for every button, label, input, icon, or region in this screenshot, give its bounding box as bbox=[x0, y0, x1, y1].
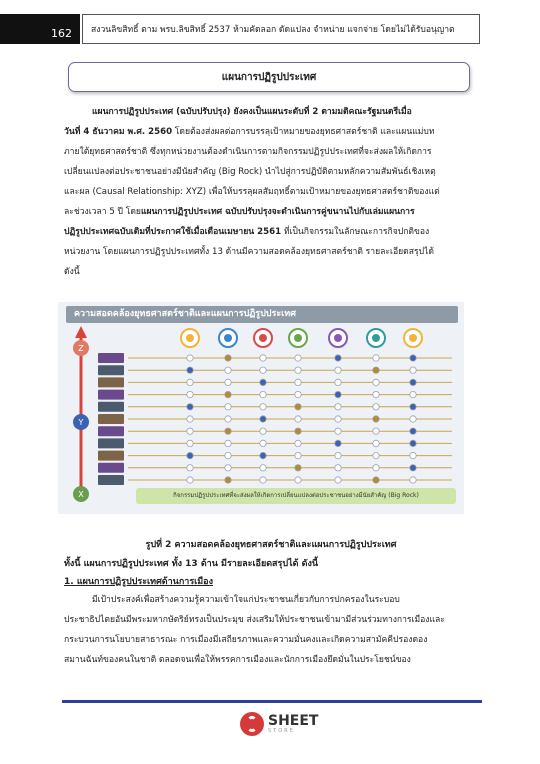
alignment-dot bbox=[295, 440, 301, 446]
alignment-dot bbox=[260, 391, 266, 397]
intro-text: ที่เป็นกิจกรรมในลักษณะการกิจปกติของ bbox=[281, 227, 430, 237]
alignment-dot bbox=[260, 416, 266, 422]
alignment-dot bbox=[373, 477, 379, 483]
alignment-dot bbox=[410, 379, 416, 385]
strategy-icon-core bbox=[186, 334, 194, 342]
alignment-dot bbox=[187, 452, 193, 458]
alignment-dot bbox=[373, 428, 379, 434]
strategy-icon-core bbox=[294, 334, 302, 342]
reform-plan-thumbnail bbox=[98, 451, 124, 461]
alignment-dot bbox=[295, 367, 301, 373]
alignment-dot bbox=[373, 391, 379, 397]
strategy-icon-core bbox=[334, 334, 342, 342]
alignment-dot bbox=[335, 391, 341, 397]
figure-caption: รูปที่ 2 ความสอดคล้องยุทธศาสตร์ชาติและแผนการปฏิรูปประเทศ bbox=[145, 540, 397, 550]
page-title-text: แผนการปฏิรูปประเทศ bbox=[221, 71, 317, 83]
alignment-dot bbox=[410, 477, 416, 483]
alignment-dot bbox=[410, 367, 416, 373]
alignment-dot bbox=[295, 379, 301, 385]
alignment-dot bbox=[295, 465, 301, 471]
x-label: X bbox=[78, 490, 84, 499]
alignment-dot bbox=[225, 355, 231, 361]
alignment-dot bbox=[410, 465, 416, 471]
alignment-dot bbox=[373, 367, 379, 373]
alignment-dot bbox=[410, 452, 416, 458]
alignment-dot bbox=[260, 428, 266, 434]
intro-line: และผล (Causal Relationship: XYZ) เพื่อให้บรรลุผลสัมฤทธิ์ตามเป้าหมายของยุทธศาสตร์ชาติของแต่ bbox=[64, 187, 440, 197]
alignment-dot bbox=[335, 440, 341, 446]
alignment-dot bbox=[373, 440, 379, 446]
alignment-dot bbox=[187, 416, 193, 422]
intro-line: เปลี่ยนแปลงต่อประชาชนอย่างมีนัยสำคัญ (Big Rock) นำไปสู่การปฏิบัติตามหลักความสัมพันธ์เชิงเหตุ bbox=[64, 167, 436, 177]
alignment-dot bbox=[187, 391, 193, 397]
intro-text: โดยต้องส่งผลต่อการบรรลุเป้าหมายของยุทธศาสตร์ชาติ และแผนแม่บท bbox=[172, 127, 435, 137]
section-line: สมานฉันท์ของคนในชาติ ตลอดจนเพื่อให้พรรคการเมืองและนักการเมืองยึดมั่นในประโยชน์ของ bbox=[64, 655, 411, 665]
strategy-alignment-figure bbox=[58, 302, 464, 514]
intro-line bbox=[64, 202, 478, 222]
alignment-dot bbox=[225, 440, 231, 446]
alignment-dot bbox=[260, 465, 266, 471]
y-label: Y bbox=[78, 418, 84, 427]
alignment-dot bbox=[187, 379, 193, 385]
copyright-notice-text: สงวนลิขสิทธิ์ ตาม พรบ.ลิขสิทธิ์ 2537 ห้ามคัดลอก ดัดแปลง จำหน่าย แจกจ่าย โดยไม่ได้รับอนุญาต bbox=[91, 25, 455, 35]
alignment-dot bbox=[373, 379, 379, 385]
section-line: มีเป้าประสงค์เพื่อสร้างความรู้ความเข้าใจแก่ประชาชนเกี่ยวกับการปกครองในระบอบ bbox=[92, 595, 400, 605]
alignment-dot bbox=[187, 465, 193, 471]
alignment-dot bbox=[187, 428, 193, 434]
alignment-dot bbox=[225, 465, 231, 471]
reform-plan-thumbnail bbox=[98, 365, 124, 375]
alignment-dot bbox=[410, 391, 416, 397]
alignment-dot bbox=[373, 404, 379, 410]
alignment-dot bbox=[260, 355, 266, 361]
alignment-dot bbox=[225, 367, 231, 373]
alignment-dot bbox=[260, 404, 266, 410]
alignment-dot bbox=[295, 477, 301, 483]
alignment-dot bbox=[335, 404, 341, 410]
reform-plan-thumbnail bbox=[98, 353, 124, 363]
alignment-dot bbox=[225, 477, 231, 483]
page-number bbox=[0, 14, 80, 44]
alignment-dot bbox=[295, 428, 301, 434]
xyz-arrow-head bbox=[75, 326, 87, 338]
reform-plan-thumbnail bbox=[98, 438, 124, 448]
alignment-dot bbox=[260, 452, 266, 458]
alignment-dot bbox=[373, 465, 379, 471]
figure-title: ความสอดคล้องยุทธศาสตร์ชาติและแผนการปฏิรูปประเทศ bbox=[66, 306, 458, 323]
reform-plan-thumbnail bbox=[98, 390, 124, 400]
z-label: Z bbox=[78, 344, 84, 353]
figure-subcaption: ทั้งนี้ แผนการปฏิรูปประเทศ ทั้ง 13 ด้าน มีรายละเอียดสรุปได้ ดังนี้ bbox=[64, 559, 318, 569]
copyright-notice bbox=[82, 14, 480, 44]
strategy-icon-core bbox=[224, 334, 232, 342]
alignment-dot bbox=[295, 355, 301, 361]
intro-line bbox=[64, 122, 478, 142]
intro-paragraph bbox=[64, 102, 478, 282]
intro-line: หน่วยงาน โดยแผนการปฏิรูปประเทศทั้ง 13 ด้านมีความสอดคล้องยุทธศาสตร์ชาติ รายละเอียดสรุปได้ bbox=[64, 247, 434, 257]
alignment-dot bbox=[225, 452, 231, 458]
alignment-dot bbox=[260, 477, 266, 483]
alignment-dot bbox=[260, 367, 266, 373]
section-line: ประชาธิปไตยอันมีพระมหากษัตริย์ทรงเป็นประมุข ส่งเสริมให้ประชาชนเข้ามามีส่วนร่วมทางการเมืองและ bbox=[64, 615, 445, 625]
intro-bold-text: แผนการปฏิรูปประเทศ ฉบับปรับปรุงจะดำเนินการคู่ขนานไปกับเล่มแผนการ bbox=[140, 207, 415, 217]
alignment-dot bbox=[335, 452, 341, 458]
logo-sub: STORE bbox=[268, 728, 295, 734]
alignment-dot bbox=[410, 440, 416, 446]
page-number-text: 162 bbox=[51, 27, 72, 40]
reform-plan-thumbnail bbox=[98, 414, 124, 424]
alignment-dot bbox=[225, 404, 231, 410]
intro-bold-text: แผนการปฏิรูปประเทศ (ฉบับปรับปรุง) ยังคงเป็นแผนระดับที่ 2 ตามมติคณะรัฐมนตรีเมื่อ bbox=[92, 107, 412, 117]
alignment-dot bbox=[410, 404, 416, 410]
alignment-dot bbox=[187, 367, 193, 373]
intro-text: ละช่วงเวลา 5 ปี โดย bbox=[64, 207, 141, 217]
footer-rule bbox=[62, 700, 482, 703]
alignment-dot bbox=[410, 428, 416, 434]
alignment-dot bbox=[295, 416, 301, 422]
alignment-dot bbox=[225, 379, 231, 385]
alignment-dot bbox=[410, 416, 416, 422]
reform-plan-thumbnail bbox=[98, 426, 124, 436]
strategy-icon-core bbox=[372, 334, 380, 342]
intro-line bbox=[64, 222, 478, 242]
section-paragraph bbox=[64, 590, 478, 670]
intro-bold-text: ปฏิรูปประเทศฉบับเดิมที่ประกาศใช้เมื่อเดือนเมษายน 2561 bbox=[64, 227, 282, 237]
section-line: กระบวนการนโยบายสาธารณะ การเมืองมีเสถียรภาพและความมั่นคงและเกิดความสามัคคีปรองดอง bbox=[64, 635, 428, 645]
logo-name: SHEET bbox=[268, 713, 319, 729]
reform-plan-thumbnail bbox=[98, 463, 124, 473]
alignment-dot bbox=[410, 355, 416, 361]
alignment-dot bbox=[295, 452, 301, 458]
alignment-dot bbox=[373, 416, 379, 422]
alignment-dot bbox=[187, 355, 193, 361]
reform-plan-thumbnail bbox=[98, 402, 124, 412]
intro-line: ภายใต้ยุทธศาสตร์ชาติ ซึ่งทุกหน่วยงานต้องดำเนินการตามกิจกรรมปฏิรูปประเทศที่จะส่งผลให้เกิดการ bbox=[64, 147, 432, 157]
reform-plan-thumbnail bbox=[98, 475, 124, 485]
alignment-dot bbox=[187, 440, 193, 446]
alignment-dot bbox=[335, 428, 341, 434]
alignment-dot bbox=[335, 379, 341, 385]
s-logo-icon bbox=[240, 712, 264, 736]
alignment-dot bbox=[335, 416, 341, 422]
intro-line bbox=[64, 102, 478, 122]
alignment-dot bbox=[260, 440, 266, 446]
alignment-dot bbox=[260, 379, 266, 385]
alignment-dot bbox=[335, 355, 341, 361]
alignment-dot bbox=[373, 452, 379, 458]
logo-wordmark bbox=[268, 714, 318, 734]
alignment-matrix bbox=[58, 302, 464, 514]
figure-footer: กิจกรรมปฏิรูปประเทศที่จะส่งผลให้เกิดการเปลี่ยนแปลงต่อประชาชนอย่างมีนัยสำคัญ (Big Rock) bbox=[136, 488, 456, 504]
strategy-icon-core bbox=[409, 334, 417, 342]
alignment-dot bbox=[187, 477, 193, 483]
section-heading: 1. แผนการปฏิรูปประเทศด้านการเมือง bbox=[64, 577, 213, 587]
alignment-dot bbox=[225, 391, 231, 397]
alignment-dot bbox=[373, 355, 379, 361]
alignment-dot bbox=[225, 428, 231, 434]
alignment-dot bbox=[335, 465, 341, 471]
sheet-store-logo bbox=[240, 710, 318, 738]
alignment-dot bbox=[335, 367, 341, 373]
alignment-dot bbox=[187, 404, 193, 410]
page-title bbox=[68, 62, 470, 92]
alignment-dot bbox=[225, 416, 231, 422]
matrix-group bbox=[98, 329, 452, 485]
strategy-icon-core bbox=[259, 334, 267, 342]
alignment-dot bbox=[335, 477, 341, 483]
intro-bold-text: วันที่ 4 ธันวาคม พ.ศ. 2560 bbox=[64, 127, 173, 137]
reform-plan-thumbnail bbox=[98, 377, 124, 387]
alignment-dot bbox=[295, 404, 301, 410]
alignment-dot bbox=[295, 391, 301, 397]
intro-line: ดังนี้ bbox=[64, 267, 80, 277]
